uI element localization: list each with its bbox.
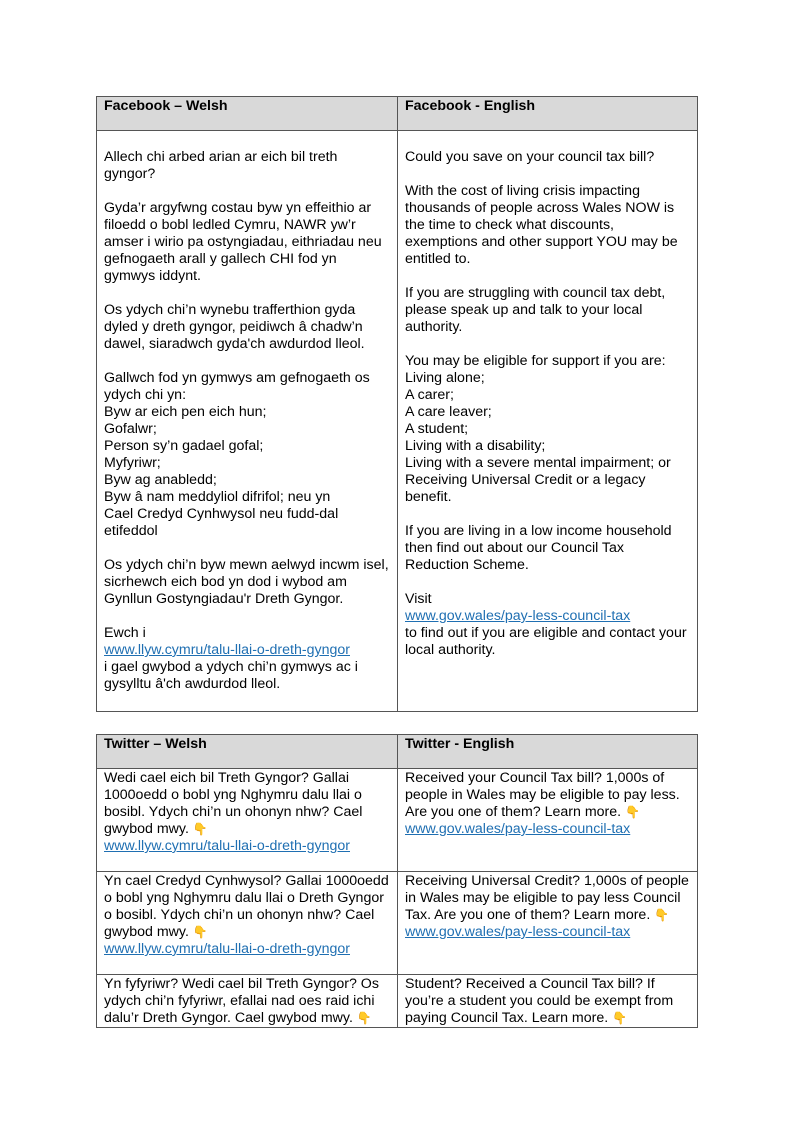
welsh-visit-label: Ewch i <box>104 625 146 641</box>
list-item: Byw â nam meddyliol difrifol; neu yn <box>104 489 331 505</box>
welsh-low-income-paragraph: Os ydych chi’n byw mewn aelwyd incwm isel, sicrhewch eich bod yn dod i wybod am Gynllun Gostyngiadau'r Dreth Gyngor. <box>104 557 389 607</box>
english-eligibility-intro: You may be eligible for support if you are: <box>405 353 666 369</box>
english-website-link[interactable]: www.gov.wales/pay-less-council-tax <box>405 608 631 624</box>
list-item: A carer; <box>405 387 454 403</box>
tweet-welsh-1: Wedi cael eich bil Treth Gyngor? Gallai 1000oedd o bobl yng Nghymru dalu llai o bosibl. Ydych chi’n un ohonyn nhw? Cael gwybod mwy. 👇 www.llyw.cymru/talu-llai-o-dreth-gyngor <box>97 769 398 872</box>
english-debt-paragraph: If you are struggling with council tax debt, please speak up and talk to your local authority. <box>405 285 666 335</box>
list-item: Myfyriwr; <box>104 455 161 471</box>
twitter-table <box>96 734 698 1028</box>
welsh-after-link: i gael gwybod a ydych chi’n gymwys ac i gysylltu â'ch awdurdod lleol. <box>104 659 358 692</box>
tweet-english-2: Receiving Universal Credit? 1,000s of people in Wales may be eligible to pay less Council Tax. Are you one of them? Learn more. 👇 www.gov.wales/pay-less-council-tax <box>398 872 698 975</box>
twitter-welsh-header: Twitter – Welsh <box>97 735 398 769</box>
list-item: Gofalwr; <box>104 421 157 437</box>
tweet-welsh-2: Yn cael Credyd Cynhwysol? Gallai 1000oedd o bobl yng Nghymru dalu llai o Dreth Gyngor o bosibl. Ydych chi’n un ohonyn nhw? Cael gwybod mwy. 👇 www.llyw.cymru/talu-llai-o-dreth-gyngor <box>97 872 398 975</box>
pointing-down-icon: 👇 <box>192 822 208 836</box>
list-item: Living with a disability; <box>405 438 546 454</box>
facebook-welsh-cell <box>97 131 398 712</box>
english-after-link: to find out if you are eligible and contact your local authority. <box>405 625 687 658</box>
english-intro: Could you save on your council tax bill? <box>405 149 655 165</box>
english-tweet-link[interactable]: www.gov.wales/pay-less-council-tax <box>405 821 631 837</box>
tweet-english-3: Student? Received a Council Tax bill? If you’re a student you could be exempt from paying Council Tax. Learn more. 👇 <box>398 975 698 1028</box>
list-item: Byw ag anabledd; <box>104 472 217 488</box>
pointing-down-icon: 👇 <box>612 1011 628 1025</box>
facebook-english-header: Facebook - English <box>398 97 698 131</box>
english-crisis-paragraph: With the cost of living crisis impacting thousands of people across Wales NOW is the time to check what discounts, exemptions and other support YOU may be entitled to. <box>405 183 678 267</box>
list-item: Living alone; <box>405 370 485 386</box>
pointing-down-icon: 👇 <box>356 1011 372 1025</box>
list-item: Living with a severe mental impairment; or <box>405 455 671 471</box>
facebook-table <box>96 96 698 712</box>
list-item: A student; <box>405 421 469 437</box>
pointing-down-icon: 👇 <box>192 925 208 939</box>
english-visit-label: Visit <box>405 591 432 607</box>
welsh-intro: Allech chi arbed arian ar eich bil treth gyngor? <box>104 149 338 182</box>
facebook-welsh-header: Facebook – Welsh <box>97 97 398 131</box>
welsh-website-link[interactable]: www.llyw.cymru/talu-llai-o-dreth-gyngor <box>104 642 350 658</box>
table-row <box>97 975 698 1028</box>
table-row <box>97 872 698 975</box>
english-tweet-link[interactable]: www.gov.wales/pay-less-council-tax <box>405 924 631 940</box>
tweet-welsh-3: Yn fyfyriwr? Wedi cael bil Treth Gyngor? Os ydych chi’n fyfyriwr, efallai nad oes raid ichi dalu’r Dreth Gyngor. Cael gwybod mwy. 👇 <box>97 975 398 1028</box>
pointing-down-icon: 👇 <box>625 805 640 819</box>
welsh-eligibility-intro: Gallwch fod yn gymwys am gefnogaeth os ydych chi yn: <box>104 370 370 403</box>
facebook-english-cell <box>398 131 698 712</box>
list-item: Cael Credyd Cynhwysol neu fudd-dal etifeddol <box>104 506 339 539</box>
table-row <box>97 769 698 872</box>
list-item: Byw ar eich pen eich hun; <box>104 404 267 420</box>
tweet-english-1: Received your Council Tax bill? 1,000s of people in Wales may be eligible to pay less. Are you one of them? Learn more. 👇 www.gov.wales/pay-less-council-tax <box>398 769 698 872</box>
twitter-english-header: Twitter - English <box>398 735 698 769</box>
english-low-income-paragraph: If you are living in a low income household then find out about our Council Tax Reduction Scheme. <box>405 523 672 573</box>
pointing-down-icon: 👇 <box>654 908 670 922</box>
list-item: Receiving Universal Credit or a legacy benefit. <box>405 472 646 505</box>
welsh-debt-paragraph: Os ydych chi’n wynebu trafferthion gyda dyled y dreth gyngor, peidiwch â chadw’n dawel, siaradwch gyda'ch awdurdod lleol. <box>104 302 365 352</box>
welsh-crisis-paragraph: Gyda’r argyfwng costau byw yn effeithio ar filoedd o bobl ledled Cymru, NAWR yw’r amser i wirio pa ostyngiadau, eithriadau neu gefnogaeth arall y gallech CHI fod yn gymwys iddynt. <box>104 200 382 284</box>
welsh-tweet-link[interactable]: www.llyw.cymru/talu-llai-o-dreth-gyngor <box>104 941 350 957</box>
welsh-tweet-link[interactable]: www.llyw.cymru/talu-llai-o-dreth-gyngor <box>104 838 350 854</box>
list-item: Person sy’n gadael gofal; <box>104 438 264 454</box>
list-item: A care leaver; <box>405 404 492 420</box>
